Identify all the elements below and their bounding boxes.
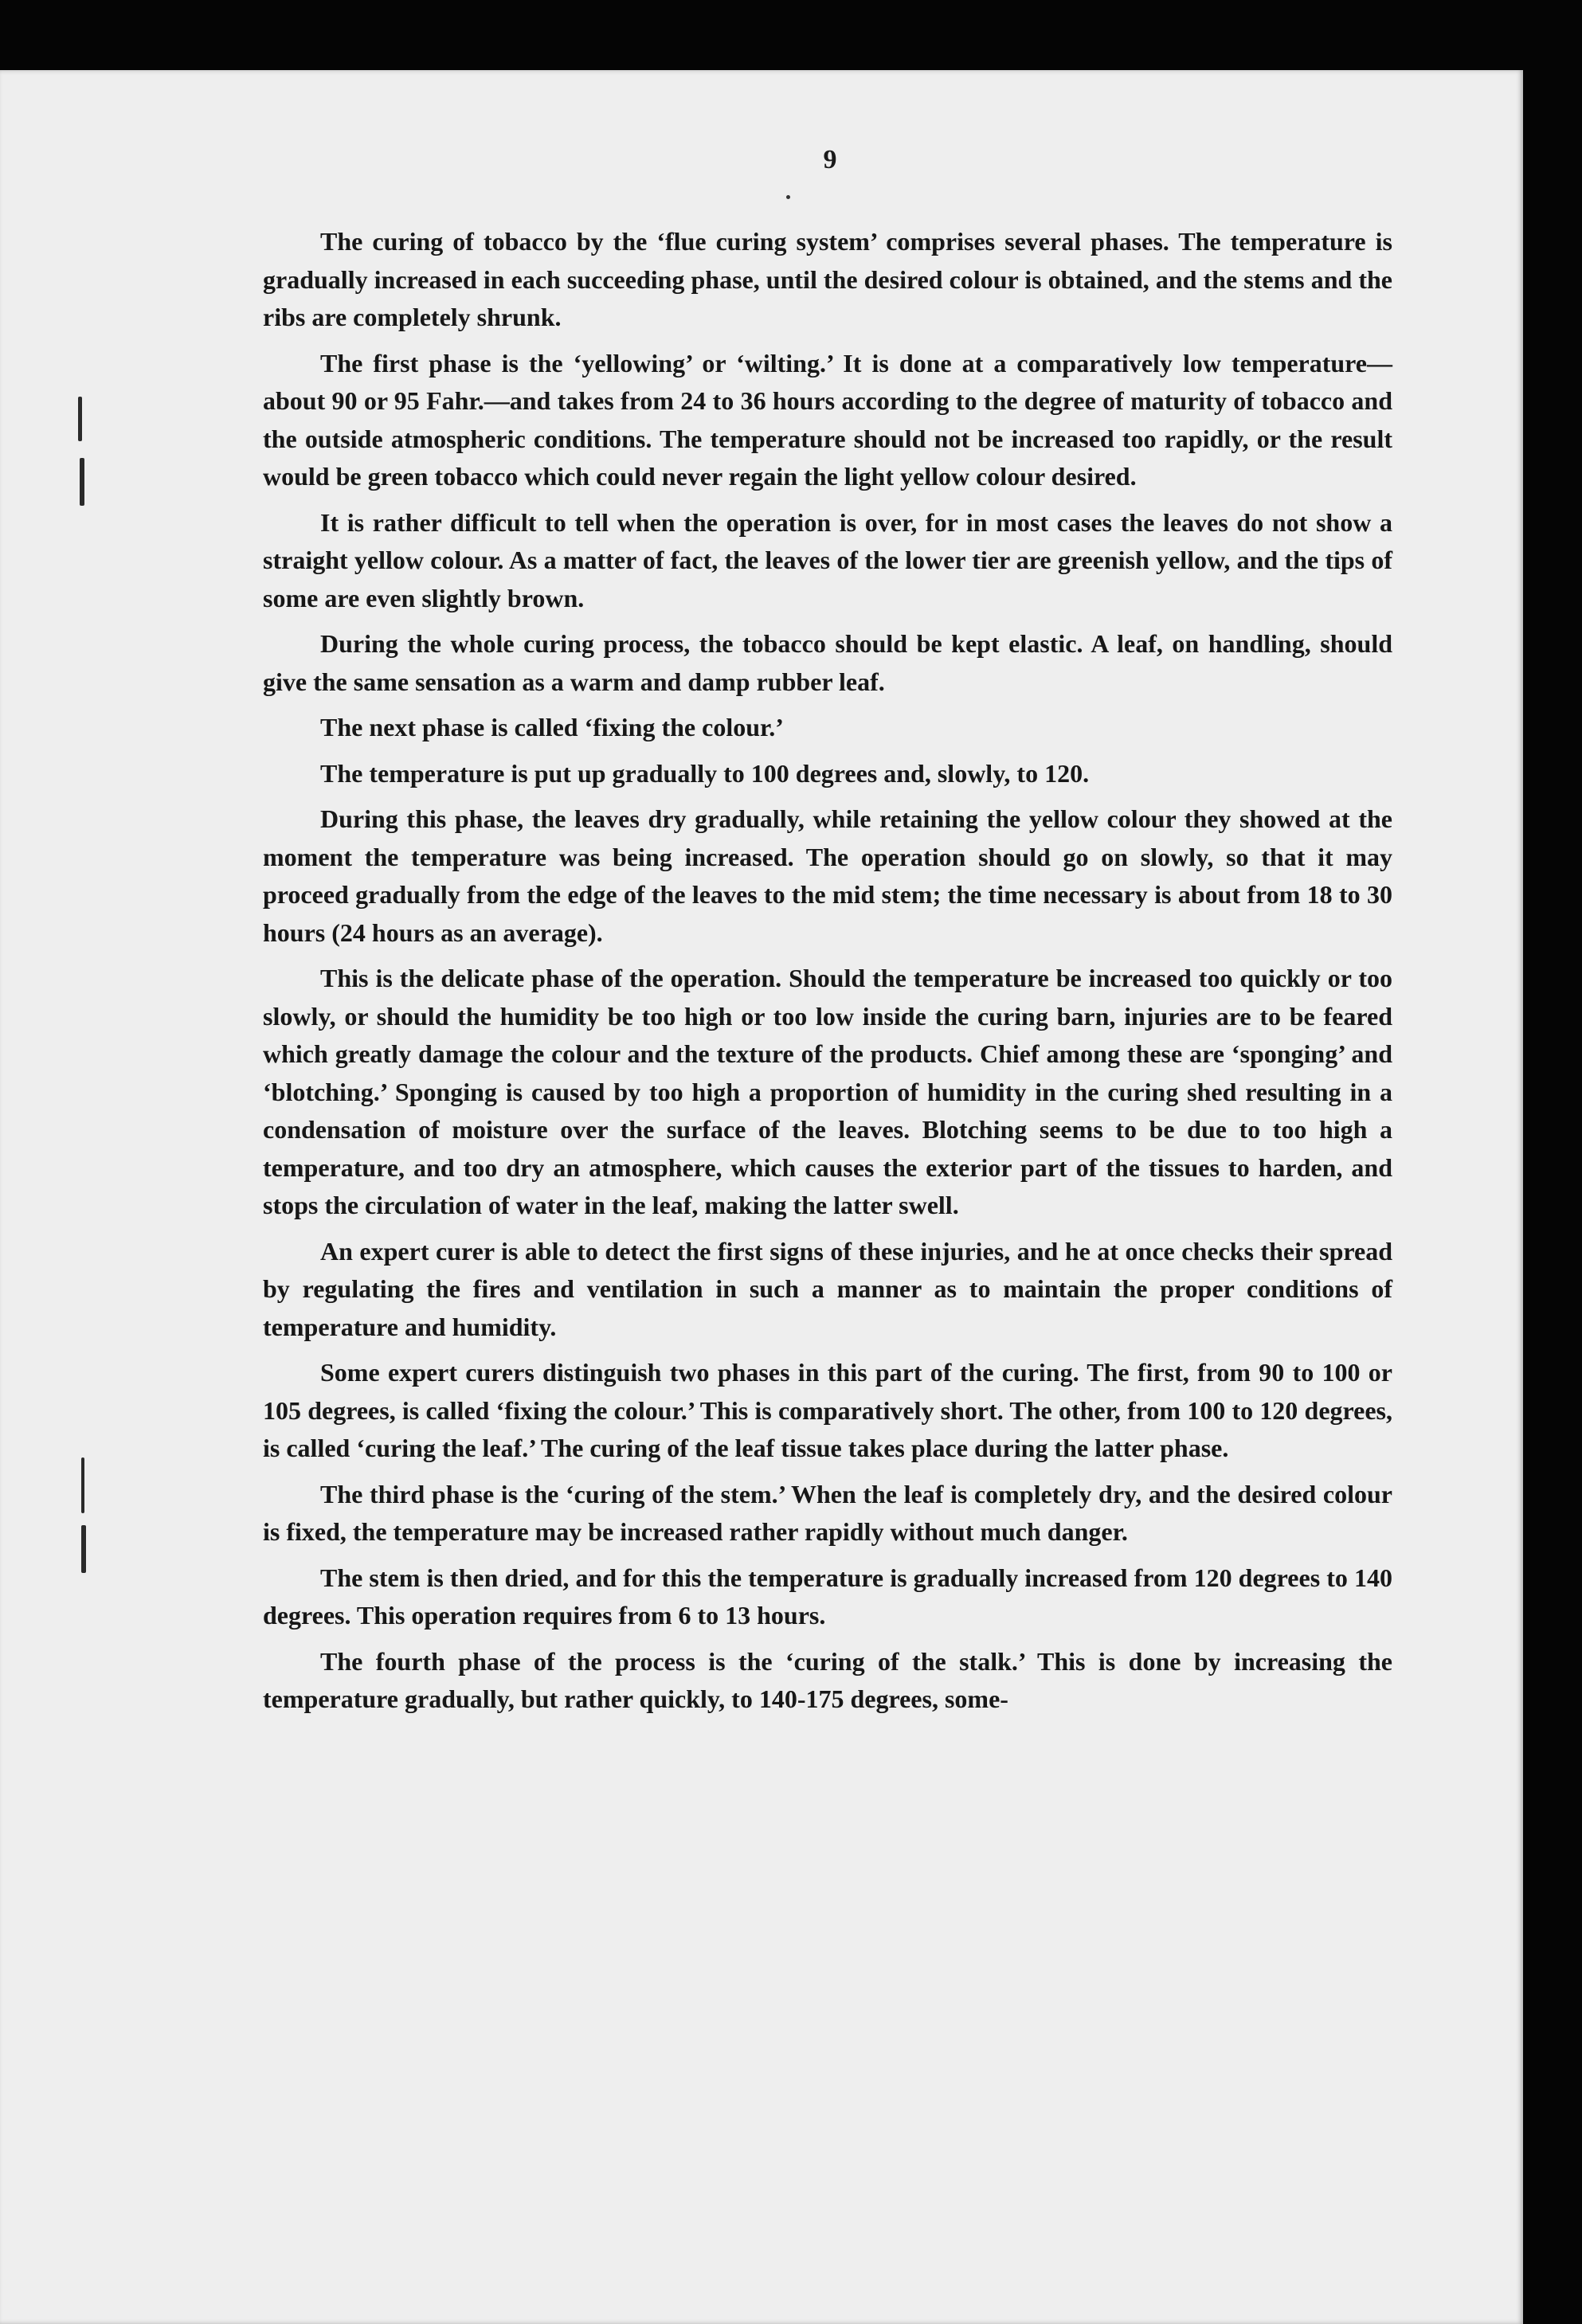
paragraph: The stem is then dried, and for this the temperature is gradually increased from 120 degrees to 140 degrees. This operation requires from 6 to 13 hours.: [263, 1563, 1392, 1630]
paragraph: It is rather difficult to tell when the operation is over, for in most cases the leaves do not show a straight yellow colour. As a matter of fact, the leaves of the lower tier are greenish yellow, and the tips of some are even slightly brown.: [263, 507, 1392, 612]
paragraph: During the whole curing process, the tobacco should be kept elastic. A leaf, on handling, should give the same sensation as a warm and damp rubber leaf.: [263, 629, 1392, 696]
margin-binding-mark: [81, 1525, 86, 1573]
paragraph: The first phase is the ‘yellowing’ or ‘wilting.’ It is done at a comparatively low temperature—about 90 or 95 Fahr.—and takes from 24 to 36 hours according to the degree of maturity of tobacco and the outside atmospheric conditions. The temperature should not be increased too rapidly, or the result would be green tobacco which could never regain the light yellow colour desired.: [263, 348, 1392, 491]
paragraph: An expert curer is able to detect the first signs of these injuries, and he at once checks their spread by regulating the fires and ventilation in such a manner as to maintain the proper conditions of temperature and humidity.: [263, 1236, 1392, 1341]
paragraph: The curing of tobacco by the ‘flue curing system’ comprises several phases. The temperature is gradually increased in each succeeding phase, until the desired colour is obtained, and the stems and the ribs are completely shrunk.: [263, 227, 1392, 331]
body-text: [263, 223, 1392, 1727]
paragraph: The next phase is called ‘fixing the colour.’: [320, 713, 784, 741]
paragraph: The third phase is the ‘curing of the stem.’ When the leaf is completely dry, and the desired colour is fixed, the temperature may be increased rather rapidly without much danger.: [263, 1479, 1392, 1546]
page-number: 9: [823, 145, 837, 174]
paragraph: During this phase, the leaves dry gradually, while retaining the yellow colour they showed at the moment the temperature was being increased. The operation should go on slowly, so that it may proceed gradually from the edge of the leaves to the mid stem; the time necessary is about from 18 to 30 hours (24 hours as an average).: [263, 804, 1392, 947]
paragraph: The temperature is put up gradually to 100 degrees and, slowly, to 120.: [320, 758, 1090, 788]
paragraph: Some expert curers distinguish two phases in this part of the curing. The first, from 90 to 100 or 105 degrees, is called ‘fixing the colour.’ This is comparatively short. The other, from 100 to 120 degrees, is called ‘curing the leaf.’ The curing of the leaf tissue takes place during the latter phase.: [263, 1358, 1392, 1462]
scan-speck: [786, 195, 790, 199]
paragraph: This is the delicate phase of the operation. Should the temperature be increased too quickly or too slowly, or should the humidity be too high or too low inside the curing barn, injuries are to be feared which greatly damage the colour and the texture of the products. Chief among these are ‘sponging’ and ‘blotching.’ Sponging is caused by too high a proportion of humidity in the curing shed resulting in a condensation of moisture over the surface of the leaves. Blotching seems to be due to too high a temperature, and too dry an atmosphere, which causes the exterior part of the tissues to harden, and stops the circulation of water in the leaf, making the latter swell.: [263, 964, 1392, 1219]
margin-binding-mark: [80, 458, 84, 506]
margin-binding-mark: [81, 1457, 84, 1513]
margin-binding-mark: [78, 397, 82, 441]
paragraph: The fourth phase of the process is the ‘curing of the stalk.’ This is done by increasing the temperature gradually, but rather quickly, to 140-175 degrees, some-: [263, 1646, 1392, 1713]
